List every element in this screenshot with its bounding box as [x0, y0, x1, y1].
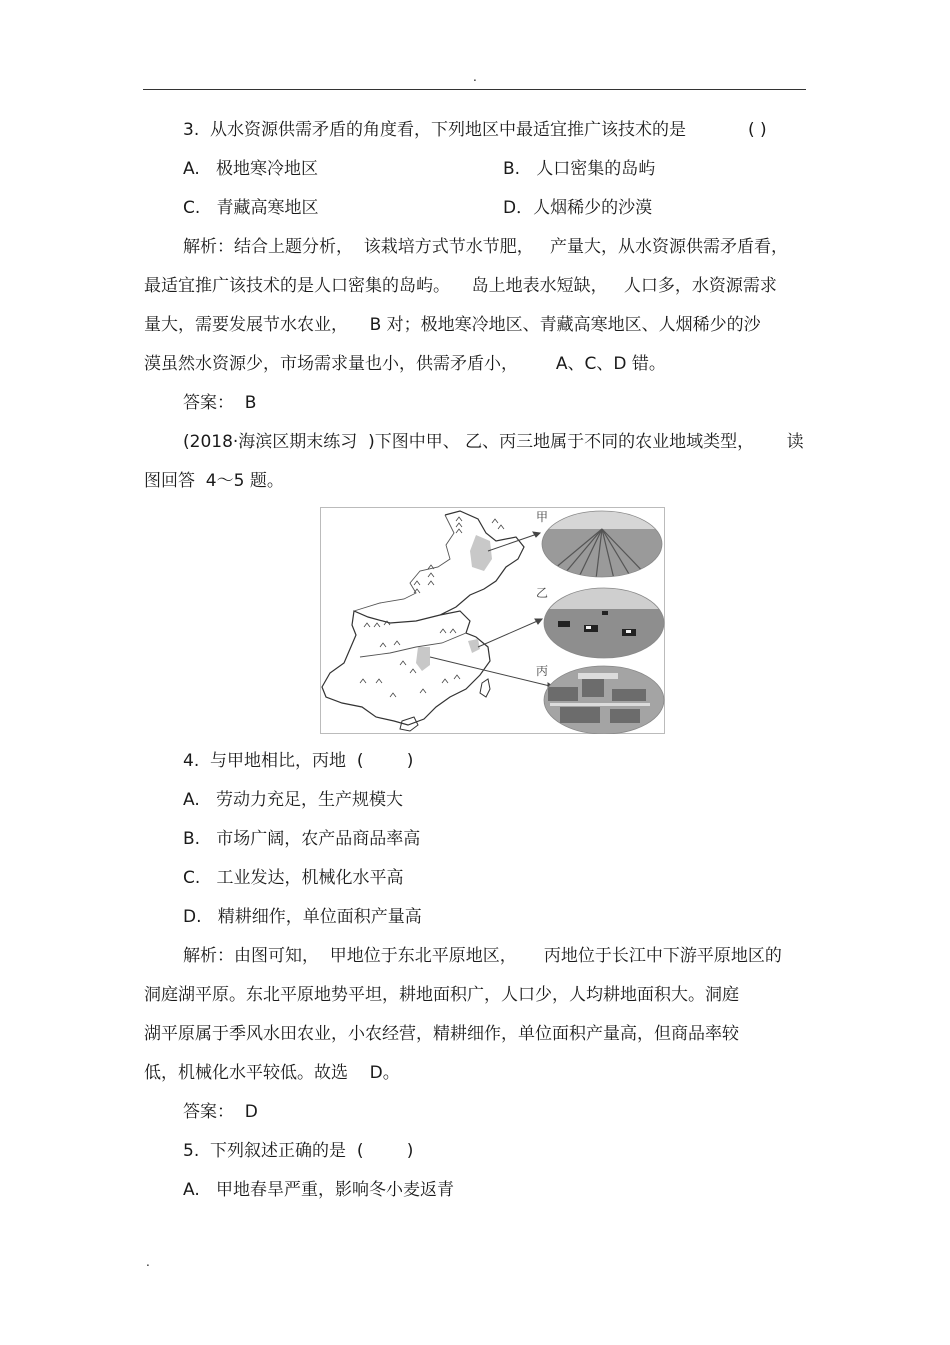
q4-answer: 答案： D	[183, 1102, 258, 1122]
agriculture-region-map-figure	[320, 507, 665, 734]
q4-option-c: C. 工业发达，机械化水平高	[183, 868, 404, 888]
q5-option-a: A. 甲地春旱严重，影响冬小麦返青	[183, 1180, 454, 1200]
q3-analysis-line: 量大，需要发展节水农业， B 对；极地寒冷地区、青藏高寒地区、人烟稀少的沙	[144, 315, 761, 335]
q4-analysis-line: 低，机械化水平较低。故选 D。	[144, 1063, 400, 1083]
q4-option-d: D. 精耕细作，单位面积产量高	[183, 907, 422, 927]
q3-option-d: D．人烟稀少的沙漠	[503, 198, 653, 218]
q4-analysis-line: 湖平原属于季风水田农业，小农经营，精耕细作，单位面积产量高，但商品率较	[144, 1024, 739, 1044]
footer-dot: .	[146, 1255, 150, 1269]
q4-stem: 4. 与甲地相比，丙地 ( )	[183, 751, 414, 771]
label-yi: 乙	[536, 586, 549, 600]
q3-analysis-line: 最适宜推广该技术的是人口密集的岛屿。 岛上地表水短缺， 人口多，水资源需求	[144, 276, 777, 296]
q3-answer: 答案： B	[183, 393, 257, 413]
header-dot: .	[473, 70, 477, 84]
q3-answer-paren: ( )	[748, 120, 767, 140]
q3-option-a: A. 极地寒冷地区	[183, 159, 318, 179]
q4-option-b: B. 市场广阔，农产品商品率高	[183, 829, 421, 849]
q4-analysis-line: 洞庭湖平原。东北平原地势平坦，耕地面积广，人口少，人均耕地面积大。洞庭	[144, 985, 739, 1005]
q3-analysis-line: 解析：结合上题分析， 该栽培方式节水节肥， 产量大，从水资源供需矛盾看，	[183, 237, 789, 257]
header-rule	[143, 89, 806, 90]
q5-stem: 5. 下列叙述正确的是 ( )	[183, 1141, 414, 1161]
q3-stem: 3. 从水资源供需矛盾的角度看，下列地区中最适宜推广该技术的是	[183, 120, 687, 140]
q4-analysis-line: 解析：由图可知， 甲地位于东北平原地区， 丙地位于长江中下游平原地区的	[183, 946, 782, 966]
q3-analysis-line: 漠虽然水资源少，市场需求量也小，供需矛盾小， A、C、D 错。	[144, 354, 666, 374]
label-bing: 丙	[536, 664, 549, 678]
q3-option-c: C. 青藏高寒地区	[183, 198, 319, 218]
intro-line: 图回答 4～5 题。	[144, 471, 284, 491]
q4-option-a: A. 劳动力充足，生产规模大	[183, 790, 403, 810]
q3-option-b: B. 人口密集的岛屿	[503, 159, 656, 179]
intro-line: (2018·海滨区期末练习 )下图中甲、 乙、丙三地属于不同的农业地域类型， 读	[183, 432, 804, 452]
label-jia: 甲	[536, 510, 549, 524]
